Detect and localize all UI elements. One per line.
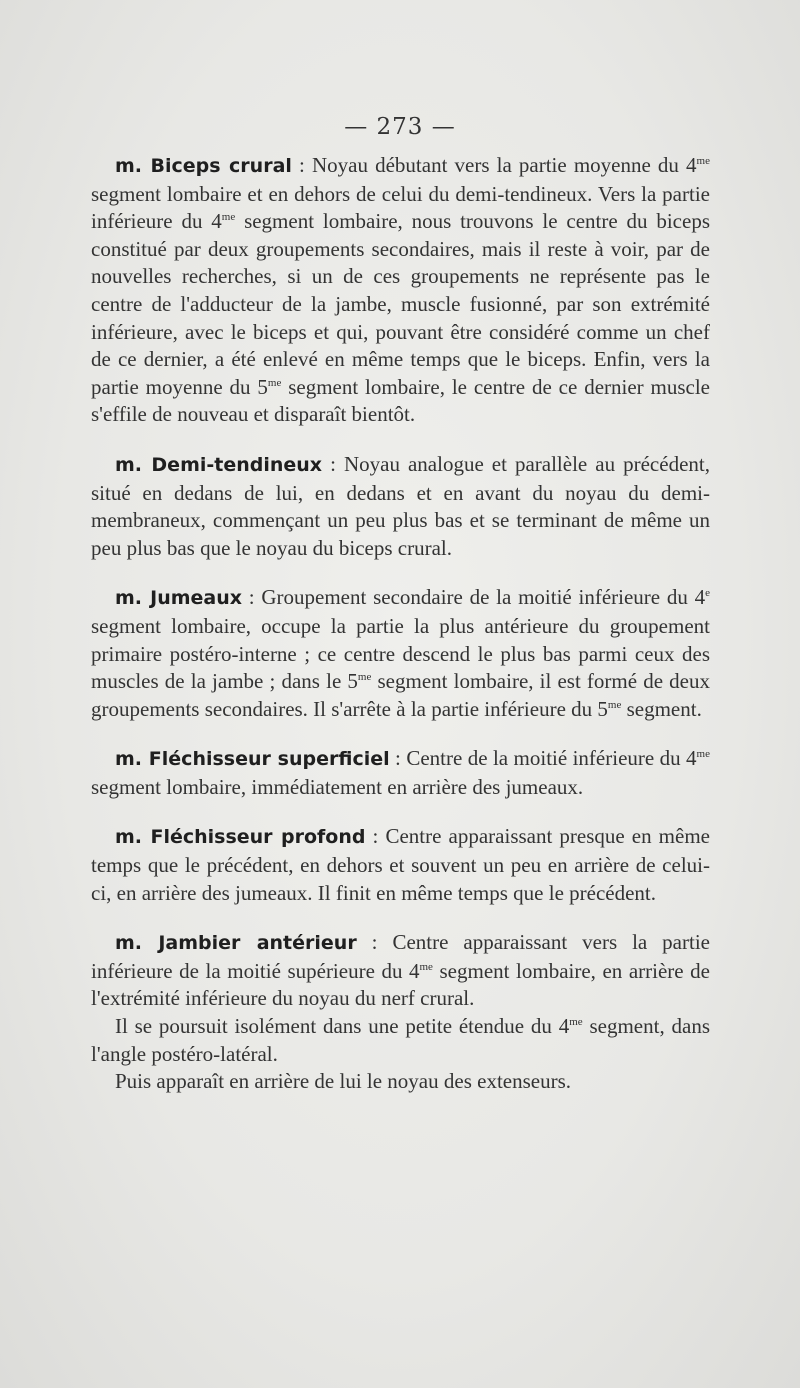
paragraph-text: segment lombaire, le centre de ce dernier muscle s'effile de nouveau et disparaît bientôt. bbox=[91, 374, 710, 427]
muscle-heading: m. Fléchisseur profond bbox=[115, 826, 366, 849]
paragraph-text: Puis apparaît en arrière de lui le noyau des extenseurs. bbox=[115, 1069, 572, 1094]
paragraph-text: segment lombaire et en dehors de celui du demi-tendineux. Vers la partie inférieure du 4 bbox=[91, 181, 710, 234]
paragraph-text: Noyau analogue et parallèle au précédent, situé en dedans de lui, en dedans et en avant du noyau du demi-membraneux, commençant un peu plus bas et se terminant de même un peu plus bas que le noyau du biceps crural. bbox=[91, 451, 710, 560]
heading-separator: : bbox=[322, 451, 344, 476]
ordinal-superscript: me bbox=[607, 698, 622, 711]
paragraph bbox=[91, 451, 710, 562]
ordinal-superscript: me bbox=[419, 960, 433, 973]
paragraph-text: Groupement secondaire de la moitié inférieure du 4 bbox=[261, 585, 706, 610]
paragraph-text: segment, dans l'angle postéro-latéral. bbox=[91, 1014, 710, 1066]
paragraph bbox=[91, 1068, 710, 1096]
muscle-heading: m. Biceps crural bbox=[115, 155, 292, 177]
heading-separator: : bbox=[389, 746, 407, 771]
ordinal-superscript: e bbox=[705, 587, 710, 600]
paragraph-text: Centre de la moitié inférieure du 4 bbox=[406, 746, 697, 771]
heading-separator: : bbox=[365, 824, 386, 849]
muscle-heading: m. Fléchisseur superficiel bbox=[115, 748, 390, 771]
paragraph-text: segment. bbox=[621, 696, 702, 721]
ordinal-superscript: me bbox=[267, 376, 282, 389]
ordinal-superscript: me bbox=[221, 211, 236, 224]
page-number: — 273 — bbox=[344, 114, 456, 140]
body-text bbox=[91, 152, 710, 1096]
paragraph bbox=[91, 823, 710, 907]
paragraph bbox=[91, 152, 710, 429]
paragraph bbox=[91, 1013, 710, 1068]
paragraph-text: segment lombaire, nous trouvons le centre du biceps constitué par deux groupements secondaires, mais il reste à voir, par de nouvelles recherches, si un de ces groupements ne représente pas le centre de l'adducteur de la jambe, muscle fusionné, par son extrémité inférieure, avec le biceps et qui, pouvant être considéré comme un chef de ce dernier, a été enlevé en même temps que le biceps. Enfin, vers la partie moyenne du 5 bbox=[91, 209, 710, 399]
paragraph bbox=[91, 929, 710, 1013]
paragraph-text: Noyau débutant vers la partie moyenne du 4 bbox=[311, 153, 697, 177]
paragraph-text: Il se poursuit isolément dans une petite étendue du 4 bbox=[115, 1014, 570, 1039]
ordinal-superscript: me bbox=[569, 1016, 583, 1029]
ordinal-superscript: me bbox=[696, 748, 710, 761]
muscle-heading: m. Demi-tendineux bbox=[115, 453, 323, 476]
muscle-heading: m. Jambier antérieur bbox=[115, 932, 357, 955]
paragraph-text: Centre apparaissant vers la partie inférieure de la moitié supérieure du 4 bbox=[91, 930, 710, 983]
paragraph-text: segment lombaire, il est formé de deux groupements secondaires. Il s'arrête à la partie inférieure du 5 bbox=[91, 669, 710, 721]
heading-separator: : bbox=[291, 153, 312, 177]
ordinal-superscript: me bbox=[357, 671, 372, 684]
paragraph-text: Centre apparaissant presque en même temps que le précédent, en dehors et souvent un peu en arrière de celui-ci, en arrière des jumeaux. Il finit en même temps que le précédent. bbox=[91, 824, 710, 905]
heading-separator: : bbox=[242, 585, 262, 610]
paragraph bbox=[91, 584, 710, 723]
paragraph-text: segment lombaire, occupe la partie la plus antérieure du groupement primaire postéro-interne ; ce centre descend le plus bas parmi ceux des muscles de la jambe ; dans le 5 bbox=[91, 613, 710, 694]
heading-separator: : bbox=[356, 930, 393, 955]
muscle-heading: m. Jumeaux bbox=[115, 587, 243, 610]
paragraph bbox=[91, 745, 710, 801]
paragraph-text: segment lombaire, en arrière de l'extrémité inférieure du noyau du nerf crural. bbox=[91, 958, 710, 1011]
ordinal-superscript: me bbox=[696, 155, 710, 167]
paragraph-text: segment lombaire, immédiatement en arrière des jumeaux. bbox=[91, 774, 584, 799]
